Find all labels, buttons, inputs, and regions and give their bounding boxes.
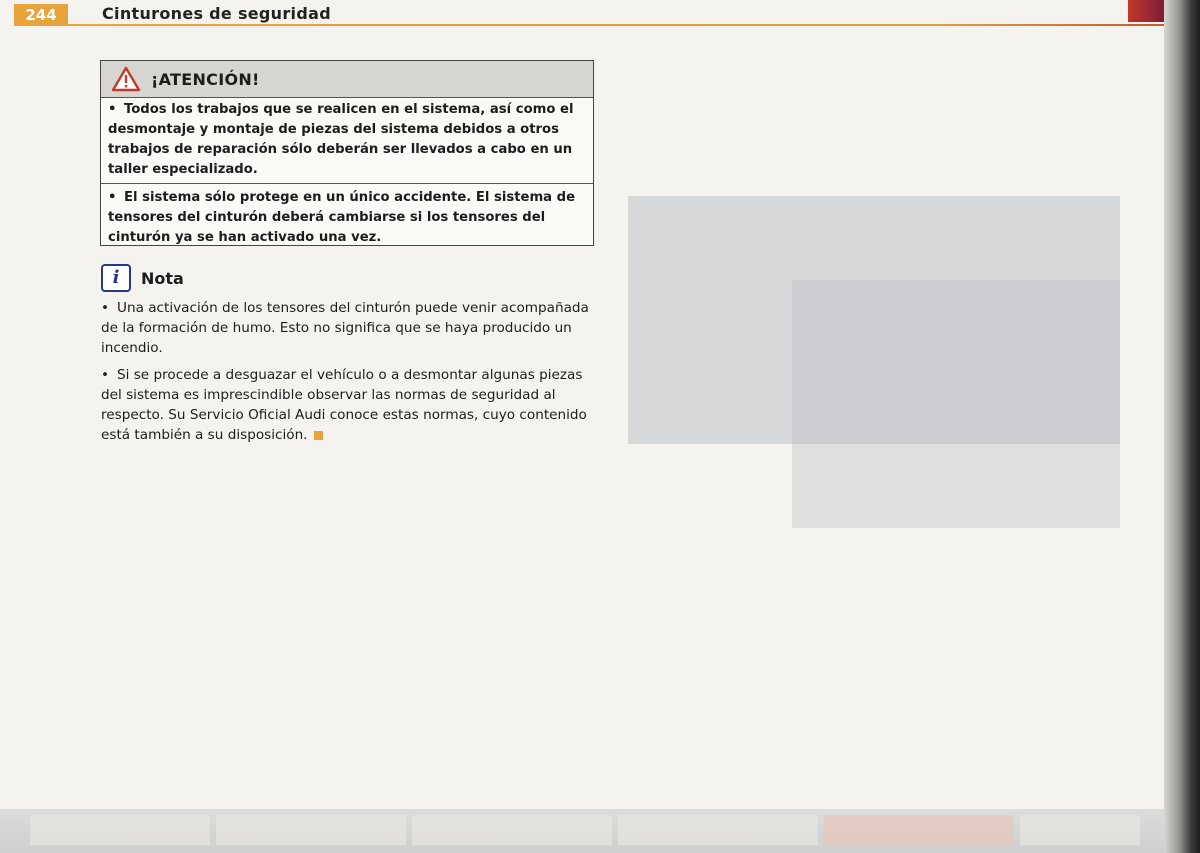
bullet: •: [108, 190, 117, 205]
bottom-tab: [1020, 815, 1140, 845]
note-item: [101, 365, 595, 446]
book-spine-shadow: [1164, 0, 1200, 853]
bullet: •: [108, 102, 117, 117]
bottom-tab: [216, 815, 406, 845]
warning-item-text: Todos los trabajos que se realicen en el sistema, así como el desmontaje y montaje de piezas del sistema debidos a otros trabajos de reparación sólo deberán ser llevados a cabo en un taller especializado.: [108, 102, 574, 177]
note-title: Nota: [141, 268, 184, 288]
bottom-tab: [824, 815, 1014, 845]
bottom-tab: [618, 815, 818, 845]
bottom-tab: [412, 815, 612, 845]
bullet: •: [101, 366, 110, 383]
section-title: Cinturones de seguridad: [102, 4, 331, 23]
warning-header: [101, 61, 593, 98]
warning-item-text: El sistema sólo protege en un único accidente. El sistema de tensores del cinturón deberá cambiarse si los tensores del cinturón ya se han activado una vez.: [108, 190, 576, 245]
warning-item: [101, 98, 593, 183]
note-header: [101, 264, 184, 292]
warning-triangle-icon: [111, 66, 141, 92]
warning-box: [100, 60, 594, 246]
info-icon: i: [101, 264, 131, 292]
show-through-photo: [792, 280, 1120, 528]
end-of-section-marker: [314, 431, 323, 440]
bottom-tab: [30, 815, 210, 845]
note-list: [101, 298, 595, 451]
note-item-text: Si se procede a desguazar el vehículo o a desmontar algunas piezas del sistema es imprescindible observar las normas de seguridad al respecto. Su Servicio Oficial Audi conoce estas normas, cuyo contenido está también a su disposición.: [101, 366, 587, 444]
warning-item: [101, 183, 593, 251]
header-rule: [14, 24, 1164, 26]
warning-title: ¡ATENCIÓN!: [151, 69, 260, 89]
note-item-text: Una activación de los tensores del cinturón puede venir acompañada de la formación de humo. Esto no significa que se haya producido un incendio.: [101, 300, 589, 357]
corner-tab: [1128, 0, 1166, 22]
bullet: •: [101, 300, 110, 316]
note-item: [101, 298, 595, 359]
page-number: 244: [14, 4, 68, 26]
